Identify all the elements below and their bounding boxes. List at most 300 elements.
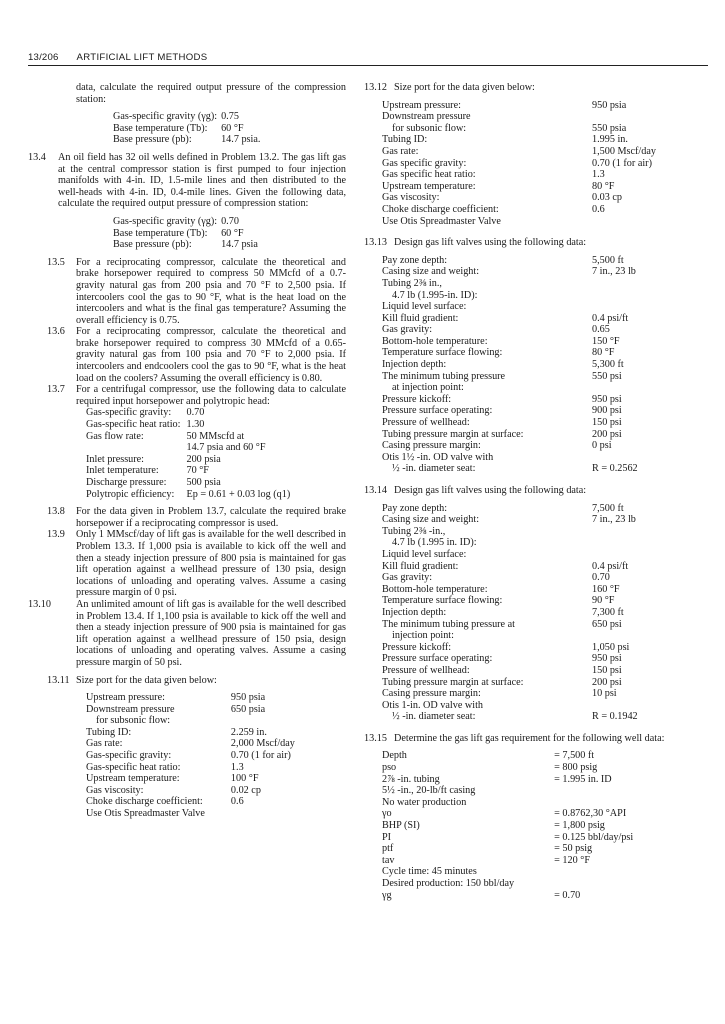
row-value: 7,500 ft [592,502,624,514]
row-value: 0.6 [230,796,244,808]
row-label: Gas-specific gravity (γg): [113,111,218,123]
row-value: 50 MMscfd at [186,430,245,442]
data-row [382,762,633,774]
problem-number: 13.15 [364,732,387,744]
row-value: 14.7 psia. [221,134,261,146]
row-label: Gas flow rate: [86,430,144,442]
row-label: Inlet pressure: [86,453,144,465]
chapter-title: ARTIFICIAL LIFT METHODS [76,52,208,63]
problem-number: 13.13 [364,237,387,249]
problem-13-11-table [86,692,295,820]
row-value: 1.30 [186,419,205,431]
data-row [382,797,633,809]
row-label: Tubing ID: [86,726,132,738]
row-value [588,290,706,302]
row-value [588,301,706,313]
data-row [382,216,706,228]
row-value: 14.7 psia [221,239,258,251]
row-value: 5,300 ft [592,359,624,371]
data-row [382,359,706,371]
row-label: Upstream pressure: [382,99,461,111]
data-row [382,290,706,302]
data-row [382,595,706,607]
data-row [382,584,706,596]
row-value [588,537,706,549]
data-row [382,429,706,441]
row-value: 0.03 cp [592,192,622,204]
row-value: 0.4 psi/ft [592,312,629,324]
row-value: 0.4 psi/ft [592,560,629,572]
data-row [382,146,706,158]
problem-text: Design gas lift valves using the following data: [394,485,587,496]
problem-number: 13.6 [47,326,65,338]
row-value: 0 psi [592,440,612,452]
row-value: 10 psi [592,688,617,700]
row-label: Base temperature (Tb): [113,122,208,134]
row-label: γg [382,889,392,901]
problem-text: For a centrifugal compressor, use the following data to calculate required input horsepower and polytropic head: [76,384,346,407]
problem-text: An unlimited amount of lift gas is available for the well described in Problem 13.4. If 1,100 psia is available to kick off the well and then a steady injection pressure of 900 psia is maintained for gas lift operation against a wellhead pressure of 150 psia, design locations of unloading and operating valves. Assume a casing pressure margin of 50 psi. [76,598,346,668]
data-row [86,419,290,431]
problem-13-13-table [382,255,706,475]
row-label: γo [382,808,392,820]
row-value: 550 psia [592,122,627,134]
data-row [382,204,706,216]
row-label: Pressure kickoff: [382,393,452,405]
problem-13-12 [364,82,708,94]
data-row [86,477,290,489]
row-label: Tubing 2⅜ in., [382,277,442,289]
data-row [382,266,706,278]
row-value: 7 in., 23 lb [592,266,636,278]
row-value [588,278,706,290]
data-row [382,382,706,394]
row-value: 80 °F [592,180,615,192]
row-value: 200 psia [186,453,221,465]
row-value: 650 psi [592,618,622,630]
problem-13-15-table [382,750,633,901]
row-label: ½ -in. diameter seat: [392,711,476,723]
problem-text: For a reciprocating compressor, calculate the theoretical and brake horsepower required to compress 30 MMcfd of a 0.65-gravity natural gas from 100 psia and 70 °F to 2,000 psia. If intercoolers and endcoolers cool the gas to 90 °F, what is the heat load on the coolers? Assuming the overall efficiency is 0.80. [76,326,346,384]
data-row [382,677,706,689]
row-label: for subsonic flow: [392,122,467,134]
row-value [588,452,706,464]
data-row [382,665,706,677]
row-label: Tubing pressure margin at surface: [382,676,524,688]
row-value: 7 in., 23 lb [592,514,636,526]
data-row [382,537,706,549]
row-label: Pay zone depth: [382,254,448,266]
data-row [382,313,706,325]
data-row [113,228,258,240]
row-label: Casing size and weight: [382,514,480,526]
row-label: Inlet temperature: [86,465,159,477]
problem-number: 13.4 [28,151,46,163]
data-row [382,700,706,712]
data-row [382,192,706,204]
data-row [86,454,290,466]
row-value: 5,500 ft [592,254,624,266]
row-label: Pay zone depth: [382,502,448,514]
row-value: 0.02 cp [230,784,261,796]
row-label: Gas specific gravity: [382,157,467,169]
problem-13-14-table [382,503,706,723]
row-value: 70 °F [186,465,209,477]
row-label: Cycle time: 45 minutes [382,866,477,878]
row-label: Base pressure (pb): [113,134,192,146]
row-label: The minimum tubing pressure at [382,618,515,630]
data-row [382,324,706,336]
data-row [382,301,706,313]
row-value [588,700,706,712]
data-row [382,405,706,417]
row-label [86,442,180,454]
row-label: 2⅞ -in. tubing [382,773,440,785]
problem-text: Size port for the data given below: [76,674,217,686]
row-label: Downstream pressure [86,703,175,715]
row-value: = 0.70 [554,889,581,901]
row-label: Polytropic efficiency: [86,488,175,500]
row-label: Pressure of wellhead: [382,417,470,429]
problem-13-5 [28,257,346,327]
row-value: = 1.995 in. ID [554,773,612,785]
row-label: Bottom-hole temperature: [382,335,488,347]
data-row [382,503,706,515]
data-row [382,134,706,146]
row-label: Gas-specific gravity: [86,407,172,419]
problem-text: An oil field has 32 oil wells defined in Problem 13.2. The gas lift gas at the central compressor station is first pumped to four injection manifolds with 4-in. ID, 1.5-mile lines and then distributed to the well-heads with 4-in. ID, 0.4-mile lines. Given the following data, calculate the required output pressure of compression station: [58,151,346,210]
row-value [514,785,633,797]
data-row [86,808,295,820]
problem-13-6 [28,326,346,384]
row-label: Discharge pressure: [86,477,167,488]
problem-13-15 [364,733,708,745]
row-value [588,526,706,538]
problem-13-14 [364,485,708,497]
row-label: ptf [382,843,394,855]
data-row [86,715,295,727]
continued-text: data, calculate the required output pressure of the compression station: [76,82,346,105]
data-row [86,692,295,704]
row-label: Tubing 2⅜ -in., [382,525,446,537]
row-label: Kill fluid gradient: [382,560,459,572]
row-value: R = 0.2562 [592,463,638,475]
data-row [382,169,706,181]
data-row [382,820,633,832]
row-label: Gas viscosity: [382,192,440,204]
data-row [382,526,706,538]
row-label: 5½ -in., 20-lb/ft casing [382,785,476,797]
row-label: Casing pressure margin: [382,440,481,452]
row-value: = 120 °F [554,854,591,866]
row-value: 950 psi [592,393,622,405]
data-row [113,123,260,135]
problem-text: Design gas lift valves using the following data: [394,237,587,249]
problem-13-13 [364,237,708,249]
row-label: Gas-specific gravity: [86,750,172,762]
data-row [382,653,706,665]
data-row [86,762,295,774]
row-label: Tubing pressure margin at surface: [382,428,524,440]
data-row [382,832,633,844]
row-label: Injection depth: [382,606,447,618]
row-value [514,797,633,809]
row-value: 1.995 in. [592,134,628,146]
data-row [86,704,295,716]
data-row [382,347,706,359]
row-value: 0.70 (1 for air) [230,750,291,762]
row-label: Base temperature (Tb): [113,227,208,239]
data-row [382,711,706,723]
row-value: 900 psi [592,405,622,417]
row-value: 200 psi [592,428,622,440]
row-value: 100 °F [230,773,259,785]
data-row [86,750,295,762]
row-value: 150 psi [592,417,622,429]
row-label: 4.7 lb (1.995 in. ID): [392,537,477,549]
data-row [86,773,295,785]
row-label: Use Otis Spreadmaster Valve [382,215,501,227]
data-row [382,394,706,406]
row-value [588,382,706,394]
row-label: Otis 1½ -in. OD valve with [382,451,494,463]
row-value: 0.70 [186,407,205,419]
row-label: Base pressure (pb): [113,239,192,251]
row-value [514,878,633,890]
row-label: injection point: [392,630,454,642]
row-value [205,808,295,820]
problem-13-4 [28,152,346,210]
row-value: 950 psia [592,99,627,111]
data-row [86,465,290,477]
data-row [382,181,706,193]
row-label: ½ -in. diameter seat: [392,463,476,475]
row-label: Gas specific heat ratio: [382,169,476,181]
data-row [382,463,706,475]
row-label: Pressure surface operating: [382,405,493,417]
row-value: 0.70 [221,215,239,227]
row-label: PI [382,831,392,843]
row-label: Tubing ID: [382,134,428,146]
data-row [382,123,706,135]
row-label: The minimum tubing pressure [382,370,506,382]
row-label: Downstream pressure [382,111,471,123]
row-label: Choke discharge coefficient: [86,796,203,808]
row-value: = 800 psig [554,762,598,774]
data-row [113,239,258,251]
row-value: 160 °F [592,583,620,595]
left-column [28,82,346,820]
problem-13-10 [28,599,346,669]
row-label: Upstream temperature: [86,773,180,785]
data-row [382,417,706,429]
data-row [86,431,290,443]
row-value: 14.7 psia and 60 °F [186,442,266,454]
row-value: Ep = 0.61 + 0.03 log (q1) [186,488,291,500]
data-row [382,808,633,820]
row-label: Gas gravity: [382,324,433,336]
data-row [382,619,706,631]
data-row [382,750,633,762]
row-value: = 7,500 ft [554,750,595,762]
row-value: = 50 psig [554,843,593,855]
data-row [382,452,706,464]
problem-number: 13.7 [47,384,65,396]
intro-table [113,111,260,146]
data-row [382,549,706,561]
row-value: 550 psi [592,370,622,382]
row-value: 1,050 psi [592,641,630,653]
row-label: 4.7 lb (1.995-in. ID): [392,289,478,301]
data-row [382,158,706,170]
row-value: 1.3 [592,169,605,181]
problem-13-7-table [86,407,290,500]
row-value: 60 °F [221,122,244,134]
problem-number: 13.12 [364,82,387,93]
row-value: 150 °F [592,335,620,347]
row-value: 2.259 in. [230,726,267,738]
row-label: Pressure of wellhead: [382,664,470,676]
data-row [382,440,706,452]
data-row [382,630,706,642]
row-value: = 1,800 psig [554,820,605,832]
row-label: Casing size and weight: [382,266,480,278]
row-label: Gas-specific gravity (γg): [113,215,218,227]
problem-text: Determine the gas lift gas requirement for the following well data: [394,732,665,744]
data-row [382,371,706,383]
data-row [382,572,706,584]
row-label: Depth [382,750,407,762]
row-value: 150 psi [592,664,622,676]
row-label: Temperature surface flowing: [382,595,503,607]
row-label: Gas rate: [86,738,123,750]
data-row [382,514,706,526]
data-row [382,111,706,123]
problem-13-11 [28,675,346,687]
data-row [86,407,290,419]
row-value: 950 psia [230,692,266,704]
row-value [588,630,706,642]
row-value: 0.65 [592,324,610,336]
problem-number: 13.8 [47,506,65,518]
page-number: 13/206 [28,52,59,63]
problem-text: For the data given in Problem 13.7, calculate the required brake horsepower if a reciprocating compressor is used. [76,506,346,529]
row-value: 650 psia [230,703,266,715]
problem-text: Size port for the data given below: [394,82,535,93]
right-column [364,82,708,901]
row-value: 2,000 Mscf/day [230,738,295,750]
row-label: Gas rate: [382,145,419,157]
row-label: Kill fluid gradient: [382,312,459,324]
data-row [86,738,295,750]
row-value: 60 °F [221,227,244,239]
data-row [382,774,633,786]
data-row [382,336,706,348]
row-value: 500 psia [186,477,221,488]
data-row [86,489,290,501]
row-label: tav [382,854,395,866]
problem-number: 13.9 [47,529,65,541]
problem-text: Only 1 MMscf/day of lift gas is available for the well described in Problem 13.3. If 1,000 psia is available to kick off the well and then a steady injection pressure of 800 psia is maintained for gas lift operation against a wellhead pressure of 130 psia, design locations of unloading and operating valves. Assume a casing pressure margin of 0 psi. [76,529,346,599]
row-label: for subsonic flow: [96,715,171,727]
row-label: Desired production: 150 bbl/day [382,878,515,889]
problem-text: For a reciprocating compressor, calculate the theoretical and brake horsepower required to compress 50 MMcfd of a 0.7-gravity natural gas from 200 psia and 70 °F to 2,500 psia. If intercoolers cool the gas to 90 °F, what is the heat load on the intercoolers and what is the final gas temperature? Assuming the overall efficiency is 0.75. [76,256,346,326]
row-value: R = 0.1942 [592,711,638,723]
row-label: Upstream temperature: [382,180,476,192]
problem-number: 13.14 [364,485,387,496]
row-label: Choke discharge coefficient: [382,203,499,215]
row-value [205,715,295,727]
running-header [28,52,708,66]
data-row [382,855,633,867]
row-label: Gas viscosity: [86,784,144,796]
data-row [382,642,706,654]
row-label: Liquid level surface: [382,548,467,560]
data-row [382,843,633,855]
problem-13-8 [28,506,346,529]
row-value: 1,500 Mscf/day [592,145,656,157]
data-row [86,785,295,797]
row-value: 950 psi [592,653,622,665]
row-value: 80 °F [592,347,615,359]
row-label: Bottom-hole temperature: [382,583,488,595]
problem-13-7 [28,384,346,407]
row-value [514,866,633,878]
data-row [113,216,258,228]
problem-13-9 [28,529,346,599]
problem-number: 13.10 [28,598,51,610]
row-value: 0.75 [221,111,239,123]
data-row [86,796,295,808]
row-label: Pressure kickoff: [382,641,452,653]
row-label: Gas gravity: [382,572,433,584]
row-label: Upstream pressure: [86,692,165,704]
data-row [382,878,633,890]
row-value [588,216,706,228]
row-label: Otis 1-in. OD valve with [382,699,484,711]
data-row [382,561,706,573]
row-value: 1.3 [230,761,244,773]
row-label: Liquid level surface: [382,301,467,313]
row-value [588,111,706,123]
data-row [382,278,706,290]
row-value: = 0.8762,30 °API [554,808,627,820]
data-row [382,607,706,619]
row-value: = 0.125 bbl/day/psi [554,831,634,843]
row-label: pso [382,762,397,774]
row-value: 0.6 [592,203,605,215]
row-label: at injection point: [392,382,464,394]
data-row [382,785,633,797]
data-row [113,111,260,123]
data-row [382,100,706,112]
row-value: 200 psi [592,676,622,688]
row-label: Injection depth: [382,359,447,371]
row-label: Casing pressure margin: [382,688,481,700]
row-value: 90 °F [592,595,615,607]
row-value: 0.70 (1 for air) [592,157,652,169]
row-label: Pressure surface operating: [382,653,493,665]
row-value: 7,300 ft [592,606,624,618]
problem-number: 13.5 [47,256,65,268]
row-label: Gas-specific heat ratio: [86,761,181,773]
row-label: BHP (SI) [382,820,420,832]
data-row [86,442,290,454]
data-row [86,727,295,739]
data-row [382,255,706,267]
row-label: No water production [382,796,467,808]
row-label: Use Otis Spreadmaster Valve [86,808,205,820]
